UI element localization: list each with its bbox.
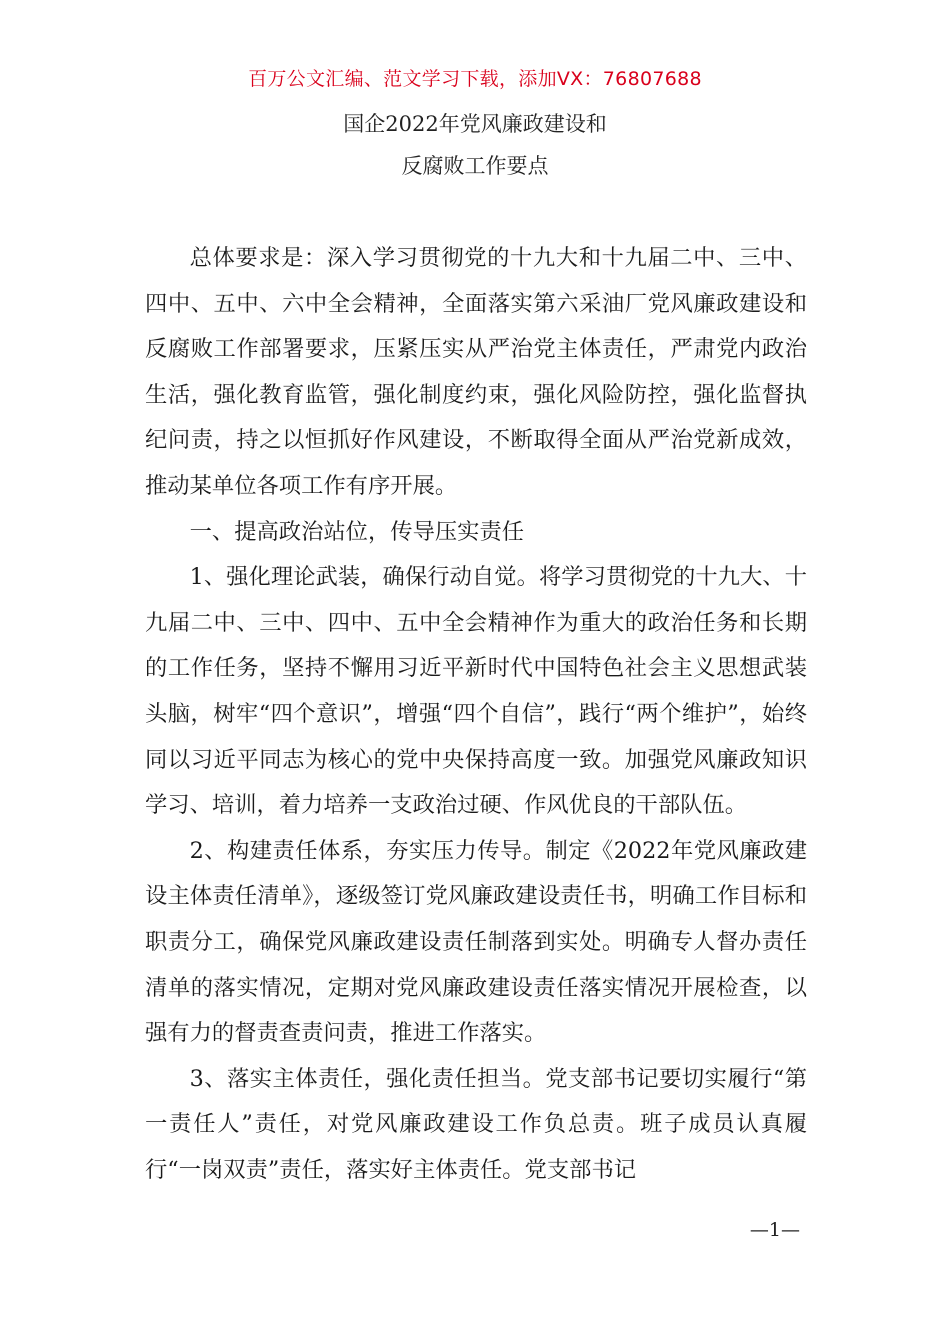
document-title-line-1: 国企2022年党风廉政建设和 bbox=[343, 112, 607, 136]
document-body bbox=[145, 236, 807, 1193]
paragraph-overall-requirements: 总体要求是：深入学习贯彻党的十九大和十九届二中、三中、四中、五中、六中全会精神，全面落实第六采油厂党风廉政建设和反腐败工作部署要求，压紧压实从严治党主体责任，严肃党内政治生活，强化教育监管，强化制度约束，强化风险防控，强化监督执纪问责，持之以恒抓好作风建设，不断取得全面从严治党新成效，推动某单位各项工作有序开展。 bbox=[145, 245, 807, 499]
paragraph-item-3: 3、落实主体责任，强化责任担当。党支部书记要切实履行“第一责任人”责任，对党风廉政建设工作负总责。班子成员认真履行“一岗双责”责任，落实好主体责任。党支部书记 bbox=[145, 1065, 807, 1183]
section-heading-1: 一、提高政治站位，传导压实责任 bbox=[189, 518, 525, 545]
document-title-line-2: 反腐败工作要点 bbox=[401, 154, 549, 178]
page-number: —1— bbox=[749, 1219, 800, 1241]
paragraph-item-1: 1、强化理论武装，确保行动自觉。将学习贯彻党的十九大、十九届二中、三中、四中、五中全会精神作为重大的政治任务和长期的工作任务，坚持不懈用习近平新时代中国特色社会主义思想武装头脑，树牢“四个意识”，增强“四个自信”，践行“两个维护”，始终同以习近平同志为核心的党中央保持高度一致。加强党风廉政知识学习、培训，着力培养一支政治过硬、作风优良的干部队伍。 bbox=[145, 564, 807, 819]
paragraph-item-2: 2、构建责任体系，夯实压力传导。制定《2022年党风廉政建设主体责任清单》，逐级签订党风廉政建设责任书，明确工作目标和职责分工，确保党风廉政建设责任制落到实处。明确专人督办责任清单的落实情况，定期对党风廉政建设责任落实情况开展检查，以强有力的督责查责问责，推进工作落实。 bbox=[145, 837, 807, 1047]
watermark-banner: 百万公文汇编、范文学习下载，添加VX：76807688 bbox=[248, 68, 702, 90]
